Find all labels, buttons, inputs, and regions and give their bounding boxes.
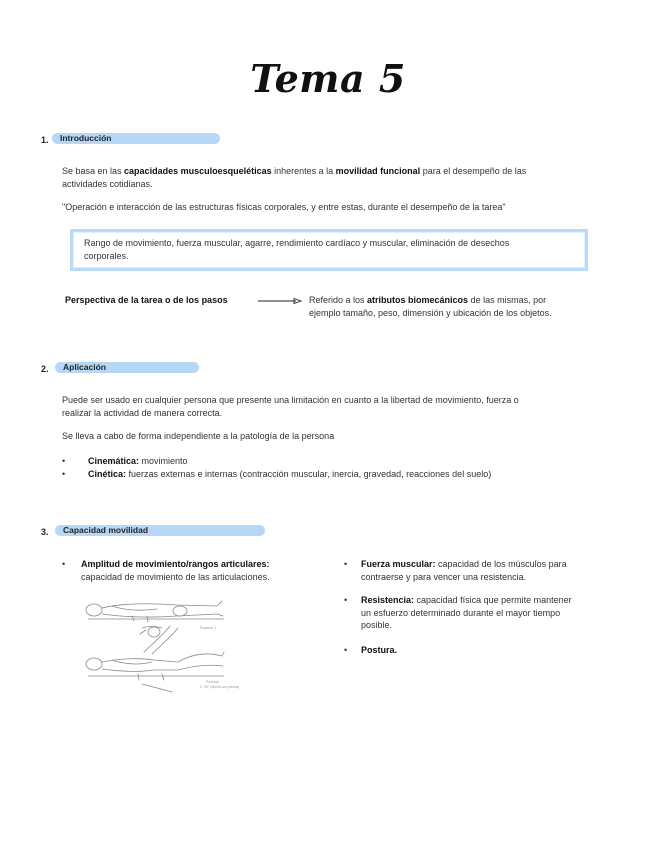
figure-label: Posición 1 bbox=[200, 626, 217, 630]
section-2-heading: Aplicación bbox=[55, 362, 199, 373]
section-2-number: 2. bbox=[41, 364, 49, 374]
bullet-dot: • bbox=[62, 469, 66, 479]
figure-label: 2: 90° (Muslo con pierna) bbox=[200, 685, 240, 689]
aplicacion-independence-text: Se lleva a cabo de forma independiente a la patología de la persona bbox=[62, 431, 335, 441]
list-item: Cinemática: movimiento bbox=[88, 456, 188, 466]
section-3-number: 3. bbox=[41, 527, 49, 537]
figure-label: Posición bbox=[206, 680, 220, 684]
resistencia-item: Resistencia: capacidad física que permite mantener un esfuerzo determinado durante el mayor tiempo posible. bbox=[361, 595, 572, 630]
fuerza-item: Fuerza muscular: capacidad de los músculos para contraerse y para vencer una resistencia. bbox=[361, 559, 567, 582]
bullet-dot: • bbox=[62, 456, 66, 466]
page-title: Tema 5 bbox=[250, 56, 406, 101]
right-arrow-icon bbox=[258, 298, 302, 304]
section-1-number: 1. bbox=[41, 135, 49, 145]
perspective-label: Perspectiva de la tarea o de los pasos bbox=[65, 295, 228, 305]
postura-item: Postura. bbox=[361, 645, 398, 655]
amplitud-item: Amplitud de movimiento/rangos articulares: capacidad de movimiento de las articulaciones. bbox=[81, 559, 270, 582]
bullet-dot: • bbox=[62, 559, 66, 569]
intro-paragraph: Se basa en las capacidades musculoesqueléticas inherentes a la movilidad funcional para el desempeño de las actividades cotidianas. bbox=[62, 166, 527, 189]
section-1-heading: Introducción bbox=[52, 133, 220, 144]
range-of-motion-figure bbox=[82, 592, 240, 702]
list-item: Cinética: fuerzas externas e internas (contracción muscular, inercia, gravedad, reacciones del suelo) bbox=[88, 469, 492, 479]
intro-quote: "Operación e interacción de las estructuras físicas corporales, y entre estas, durante el desempeño de la tarea" bbox=[62, 202, 506, 212]
bullet-dot: • bbox=[344, 559, 348, 569]
perspective-description: Referido a los atributos biomecánicos de las mismas, por ejemplo tamaño, peso, dimensión y ubicación de los objetos. bbox=[309, 295, 552, 318]
bullet-dot: • bbox=[344, 645, 348, 655]
bullet-dot: • bbox=[344, 595, 348, 605]
section-3-heading: Capacidad movilidad bbox=[55, 525, 265, 536]
note-box-text: Rango de movimiento, fuerza muscular, agarre, rendimiento cardíaco y muscular, eliminación de desechos corporales. bbox=[84, 238, 510, 261]
aplicacion-paragraph: Puede ser usado en cualquier persona que presente una limitación en cuanto a la libertad de movimiento, fuerza o realizar la actividad de manera correcta. bbox=[62, 395, 519, 418]
